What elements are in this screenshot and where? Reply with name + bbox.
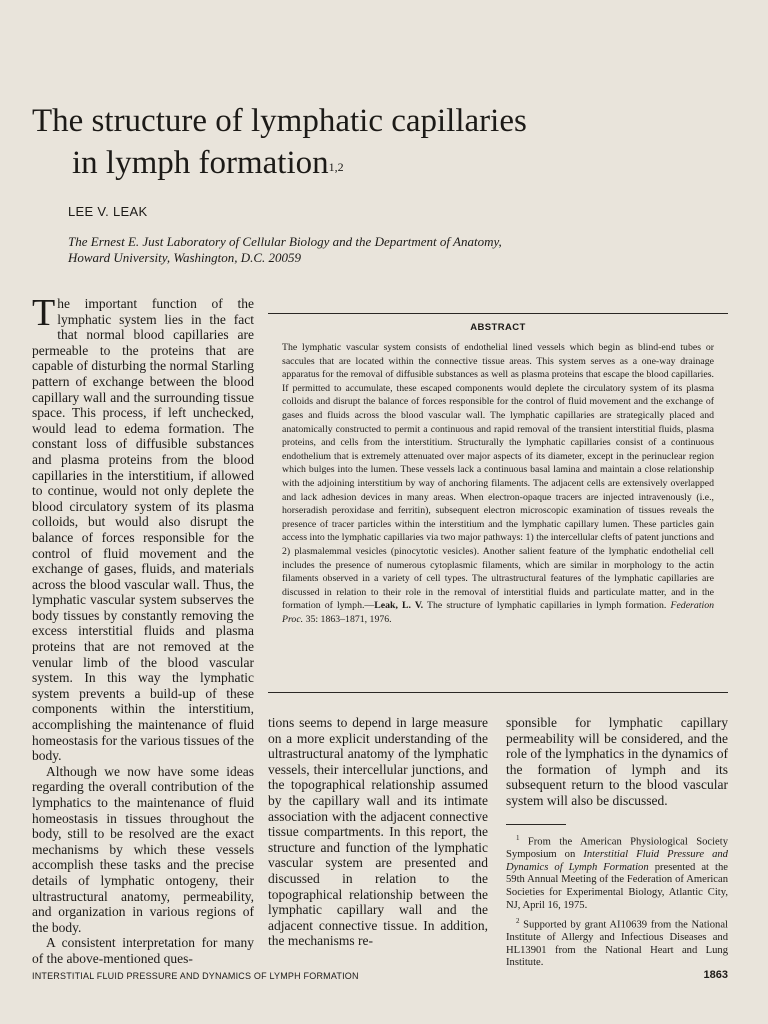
abstract-citation-volume: 35: 1863–1871, 1976. xyxy=(303,613,392,625)
affiliation-line-1: The Ernest E. Just Laboratory of Cellular Biology and the Department of Anatomy, xyxy=(68,234,502,249)
footnote-1-text-c: presented at the 59th Annual Meeting of the Federation of American Societies for Experimental Biology, Atlantic City, NJ, April 16, 1975. xyxy=(506,861,728,911)
abstract-text xyxy=(282,341,714,626)
title-line-2 xyxy=(32,142,712,184)
footnote-1-mark: 1 xyxy=(516,834,520,842)
abstract-box xyxy=(268,313,728,693)
body-column-1 xyxy=(32,292,254,967)
body-paragraph-col2: tions seems to depend in large measure on a more explicit understanding of the ultrastructural anatomy of the lymphatic vessels, their intercellular junctions, and the topographical relationship assumed by the capillary wall and its intimate association with the adjacent connective tissue compartments. In this report, the structure and function of the lymphatic vascular system are presented and discussed in relation to the topographical relationship between the lymphatic capillary wall and the adjacent connective tissue. In addition, the mechanisms re- xyxy=(268,715,488,949)
body-column-2 xyxy=(268,715,488,949)
footnote-1-text-a: From the American Physiological Society Symposium on xyxy=(506,836,728,861)
footnote-divider xyxy=(506,824,566,825)
intro-paragraph-1 xyxy=(32,292,254,764)
footnote-1 xyxy=(506,832,728,912)
intro-paragraph-1-text: he important function of the lymphatic system lies in the fact that normal blood capillaries are permeable to the proteins that are capable of disturbing the normal Starling pattern of exchange between the blood capillary wall and the surrounding tissue space. This process, if left unchecked, would lead to edema formation. The constant loss of diffusible substances and plasma proteins from the blood capillaries in the interstitium, if allowed to continue, would not only deplete the blood circulatory system of its plasma colloids, but would also disrupt the balance of forces responsible for the control of fluid movement and the exchange of gases, fluids, and materials across the blood vascular wall. Thus, the lymphatic vascular system subserves the body tissues by constantly removing the excess interstitial fluids and plasma proteins that are not removed at the venular limb of the blood vascular system. In this way the lymphatic system prevents a build-up of these components within the interstitium, accomplishing the maintenance of fluid homeostasis for the various tissues of the body. xyxy=(32,296,254,764)
article-title xyxy=(32,100,712,184)
author-affiliation xyxy=(68,234,628,266)
running-footer-title: INTERSTITIAL FLUID PRESSURE AND DYNAMICS OF LYMPH FORMATION xyxy=(32,971,359,981)
body-column-3 xyxy=(506,715,728,809)
footnote-1-symposium-title: Interstitial Fluid Pressure and Dynamics of Lymph Formation xyxy=(506,849,728,873)
intro-paragraph-3: A consistent interpretation for many of the above-mentioned ques- xyxy=(32,935,254,966)
page-number: 1863 xyxy=(703,969,728,981)
footnote-2-text: Supported by grant AI10639 from the National Institute of Allergy and Infectious Diseases and HL13901 from the National Heart and Lung Institute. xyxy=(506,919,728,969)
abstract-citation-author: Leak, L. V. xyxy=(374,600,424,612)
author-name: LEE V. LEAK xyxy=(68,204,148,219)
body-paragraph-col3: sponsible for lymphatic capillary permeability will be considered, and the role of the lymphatics in the dynamics of the formation of lymph and its subsequent return to the blood vascular system will also be discussed. xyxy=(506,715,728,808)
abstract-citation-journal: Federation Proc. xyxy=(282,600,714,625)
footnotes xyxy=(506,832,728,973)
abstract-citation-title: The structure of lymphatic capillaries in lymph formation. xyxy=(423,600,671,612)
abstract-body: The lymphatic vascular system consists of endothelial lined vessels which begin as blind-end tubes or saccules that are located within the connective tissue areas. This system serves as a one-way drainage apparatus for the removal of diffusible substances as well as plasma proteins that escape the blood capillaries. If permitted to accumulate, these escaped components would deplete the circulatory system of its plasma colloids and disrupt the balance of forces responsible for the control of fluid movement and the exchange of gases and fluids across the blood vascular wall. The lymphatic capillaries are strategically placed and anatomically constructed to permit a continuous and rapid removal of the transient interstitial fluids, plasma proteins, and cells from the interstitium. Structurally the lymphatic capillaries consist of a continuous endothelium that is extremely attenuated over major aspects of its diameter, except in the perinuclear region which bulges into the lumen. These vessels lack a continuous basal lamina and maintain a close relationship with the adjoining interstitium by way of anchoring filaments. The adjacent cells are extensively overlapped and lack adhesion devices in many areas. When electron-opaque tracers are injected intravenously (i.e., horseradish peroxidase and ferritin), subsequent electron microscopic examination of tissues reveals the presence of tracer particles within the interstitium and the lymphatic capillary lumen. These particles gain access into the lymphatic capillaries via two major pathways: 1) the intercellular clefts of patent junctions and 2) plasmalemmal vesicles (pinocytotic vesicles). Another salient feature of the lymphatic endothelial cell includes the presence of numerous cytoplasmic filaments, which are similar in morphology to the actin filaments observed in a variety of cell types. The ultrastructural features of the lymphatic capillaries are discussed in relation to their role in the removal of interstitial fluids and particulate matter, and in the formation of lymph.— xyxy=(282,342,714,612)
affiliation-line-2: Howard University, Washington, D.C. 20059 xyxy=(68,250,302,265)
drop-cap: T xyxy=(32,292,56,334)
title-line-1: The structure of lymphatic capillaries xyxy=(32,103,527,139)
footnote-2-mark: 2 xyxy=(516,917,520,926)
title-line-2-text: in lymph formation xyxy=(72,145,329,181)
footnote-2 xyxy=(506,915,728,970)
intro-paragraph-2: Although we now have some ideas regarding the overall contribution of the lymphatics to the maintenance of fluid homeostasis in tissues throughout the body, still to be resolved are the exact mechanisms by which these vessels accomplish these tasks and the precise details of lymphatic ontogeny, their ultrastructural anatomy, permeability, and organization in various regions of the body. xyxy=(32,763,254,935)
title-footnote-marks: 1,2 xyxy=(328,160,344,174)
abstract-heading: ABSTRACT xyxy=(470,322,526,333)
